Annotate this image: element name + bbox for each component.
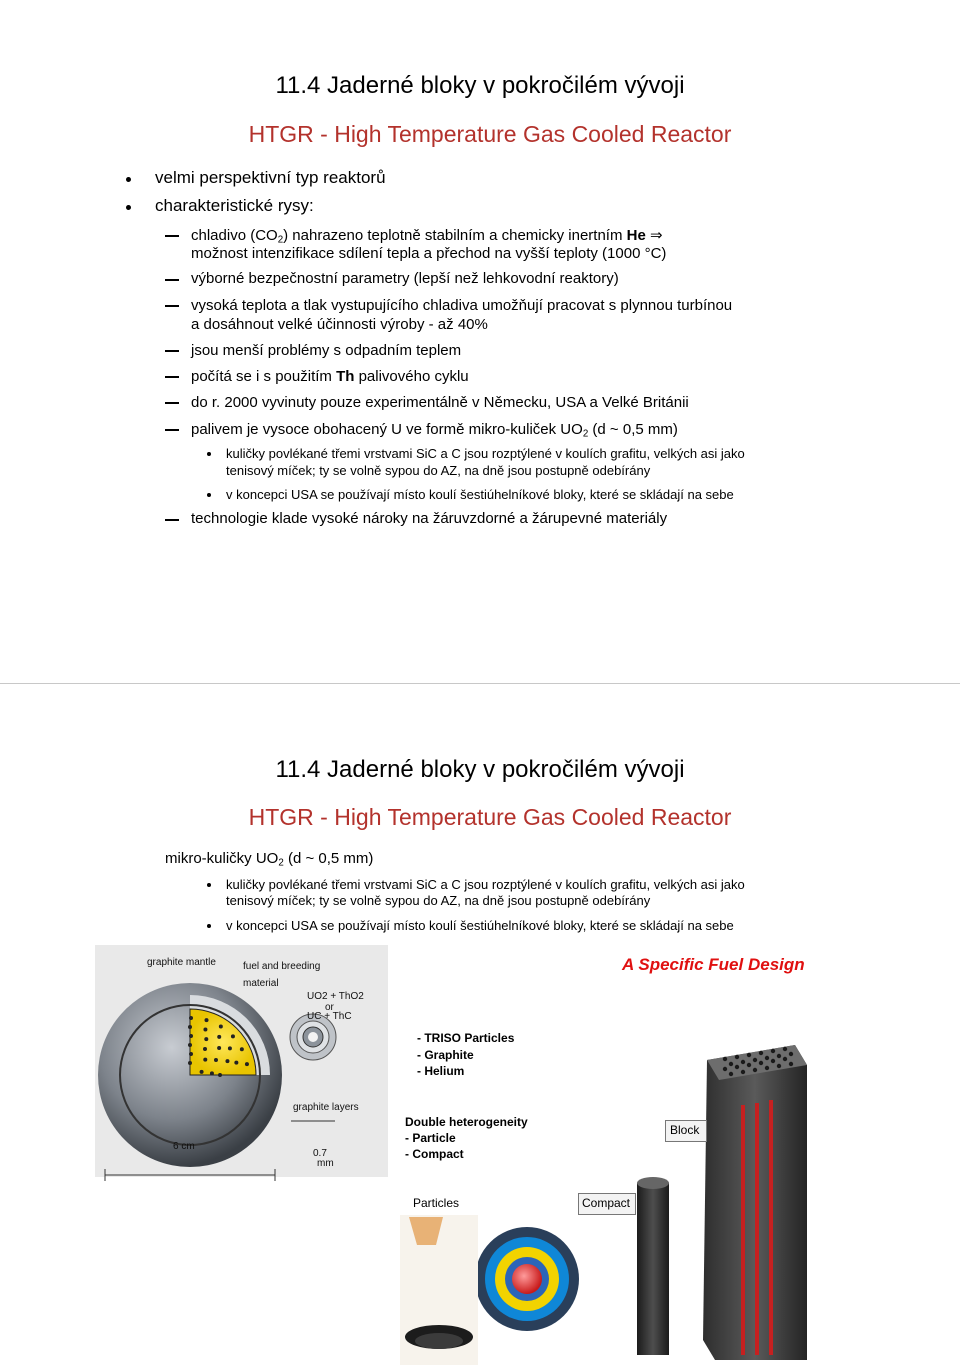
fuel-compact — [637, 1183, 669, 1355]
fuel-design-figure — [95, 945, 860, 1365]
feature-coolant: chladivo $(CO_2)$ nahrazeno teplotně stabilním a chemicky inertním He ⇒ — [191, 227, 663, 246]
fuel-kernel — [217, 1035, 221, 1039]
block-hole — [789, 1052, 793, 1056]
feature-thorium: počítá se i s použitím Th palivového cyklu — [191, 368, 469, 385]
block-hole — [741, 1060, 745, 1064]
block-hole — [753, 1058, 757, 1062]
block-hole — [753, 1068, 757, 1072]
label-formula-oxide: UO2 + ThO2 — [307, 991, 364, 1002]
fuel-kernel — [214, 1058, 218, 1062]
fuel-kernel — [203, 1058, 207, 1062]
dash-marker — [165, 235, 179, 237]
label-formula-carbide: UC + ThC — [307, 1011, 352, 1022]
block-hole — [747, 1053, 751, 1057]
dh-particle: - Particle — [405, 1131, 456, 1145]
block-hole — [783, 1047, 787, 1051]
fuel-kernel — [231, 1034, 235, 1038]
dash-marker — [165, 376, 179, 378]
fuel-design-heading: A Specific Fuel Design — [622, 955, 805, 974]
sub-bullet-dot — [207, 924, 211, 928]
fuel-kernel — [228, 1046, 232, 1050]
dash-marker — [165, 519, 179, 521]
block-hole — [735, 1055, 739, 1059]
dh-compact: - Compact — [405, 1147, 464, 1161]
fuel-kernel — [189, 1052, 193, 1056]
block-hole — [729, 1062, 733, 1066]
feature-temperature: vysoká teplota a tlak vystupujícího chladiva umožňují pracovat s plynnou turbínou — [191, 297, 733, 314]
usa-concept-note: v koncepci USA se používají místo koulí šestiúhelníkové bloky, které se skládají na sebe — [226, 918, 734, 933]
list-triso: - TRISO Particles — [417, 1031, 515, 1045]
label-fuel-breeding: fuel and breeding — [243, 961, 321, 972]
label-or: or — [325, 1002, 334, 1013]
block-hole — [771, 1049, 775, 1053]
fuel-kernel — [245, 1062, 249, 1066]
feature-materials: technologie klade vysoké nároky na žáruvzdorné a žárupevné materiály — [191, 510, 668, 527]
block-hole — [789, 1062, 793, 1066]
list-graphite: - Graphite — [417, 1048, 474, 1062]
bullet-item: charakteristické rysy: — [155, 196, 314, 215]
block-hole — [759, 1061, 763, 1065]
fuel-kernel — [234, 1061, 238, 1065]
dash-marker — [165, 305, 179, 307]
fuel-spheres-note: kuličky povlékané třemi vrstvami SiC a C jsou rozptýlené v koulích grafitu, velkých asi jako — [226, 877, 745, 892]
slide-title: 11.4 Jaderné bloky v pokročilém vývoji — [275, 756, 685, 783]
fuel-design-illustration — [95, 945, 860, 1365]
fuel-kernel — [189, 1034, 193, 1038]
feature-temperature-line2: a dosáhnout velké účinnosti výroby - až 40% — [191, 316, 488, 333]
label-particles: Particles — [413, 1196, 460, 1210]
fuel-kernel — [203, 1028, 207, 1032]
fuel-kernel — [219, 1024, 223, 1028]
block-hole — [777, 1054, 781, 1058]
slide-title: 11.4 Jaderné bloky v pokročilém vývoji — [275, 72, 685, 99]
block-hole — [747, 1063, 751, 1067]
sub-bullet-dot — [207, 883, 211, 887]
label-compact: Compact — [582, 1196, 631, 1210]
fuel-kernel — [240, 1047, 244, 1051]
fuel-spheres-note-line2: tenisový míček; ty se volně sypou do AZ, na dně jsou postupně odebírány — [226, 893, 651, 908]
fuel-kernel — [204, 1037, 208, 1041]
sub-bullet-dot — [207, 452, 211, 456]
block-hole — [723, 1067, 727, 1071]
label-material: material — [243, 978, 279, 989]
block-hole — [777, 1064, 781, 1068]
list-helium: - Helium — [417, 1064, 465, 1078]
block-hole — [759, 1051, 763, 1055]
feature-history: do r. 2000 vyvinuty pouze experimentálně v Německu, USA a Velké Británii — [191, 394, 689, 411]
dash-marker — [165, 350, 179, 352]
slide-subtitle: HTGR - High Temperature Gas Cooled Reactor — [248, 121, 732, 147]
label-graphite-mantle: graphite mantle — [147, 957, 216, 968]
fuel-kernel — [225, 1059, 229, 1063]
usa-concept-note: v koncepci USA se používají místo koulí šestiúhelníkové bloky, které se skládají na sebe — [226, 487, 734, 502]
slide-subtitle: HTGR - High Temperature Gas Cooled Reactor — [248, 804, 732, 830]
block-hole — [771, 1059, 775, 1063]
block-hole — [765, 1056, 769, 1060]
feature-fuel: palivem je vysoce obohacený U ve formě mikro-kuliček $UO_2$ (d ~ 0,5 mm) — [191, 421, 678, 440]
label-dim-07: 0.7 — [313, 1148, 327, 1159]
bullet-dot — [126, 177, 131, 182]
double-heterogeneity: Double heterogeneity — [405, 1115, 528, 1129]
bullet-dot — [126, 205, 131, 210]
sub-bullet-dot — [207, 493, 211, 497]
fuel-kernel — [203, 1047, 207, 1051]
block-hole — [729, 1072, 733, 1076]
feature-safety: výborné bezpečnostní parametry (lepší než lehkovodní reaktory) — [191, 270, 619, 287]
fuel-kernel — [188, 1043, 192, 1047]
block-hole — [783, 1057, 787, 1061]
fuel-kernel — [189, 1016, 193, 1020]
label-block: Block — [670, 1123, 700, 1137]
fuel-kernel — [218, 1073, 222, 1077]
micro-spheres-intro: mikro-kuličky $UO_2$ (d ~ 0,5 mm) — [165, 850, 374, 869]
fuel-spheres-note-line2: tenisový míček; ty se volně sypou do AZ, na dně jsou postupně odebírány — [226, 463, 651, 478]
dash-marker — [165, 402, 179, 404]
block-hole — [741, 1070, 745, 1074]
fuel-kernel — [210, 1071, 214, 1075]
block-hole — [765, 1066, 769, 1070]
fuel-kernel — [205, 1018, 209, 1022]
dash-marker — [165, 279, 179, 281]
slide-1 — [0, 0, 960, 684]
block-hole — [735, 1065, 739, 1069]
bullet-item: velmi perspektivní typ reaktorů — [155, 168, 386, 187]
dash-marker — [165, 429, 179, 431]
fuel-kernel — [200, 1070, 204, 1074]
block-hole — [723, 1057, 727, 1061]
label-dim-mm: mm — [317, 1158, 334, 1169]
fuel-spheres-note: kuličky povlékané třemi vrstvami SiC a C jsou rozptýlené v koulích grafitu, velkých asi jako — [226, 446, 745, 461]
feature-waste-heat: jsou menší problémy s odpadním teplem — [191, 342, 462, 359]
fuel-kernel — [217, 1046, 221, 1050]
fuel-kernel — [188, 1061, 192, 1065]
fuel-kernel — [188, 1025, 192, 1029]
label-dim-6cm: 6 cm — [173, 1141, 195, 1152]
feature-coolant-line2: možnost intenzifikace sdílení tepla a přechod na vyšší teploty (1000 °C) — [191, 245, 667, 262]
label-graphite-layers: graphite layers — [293, 1102, 359, 1113]
